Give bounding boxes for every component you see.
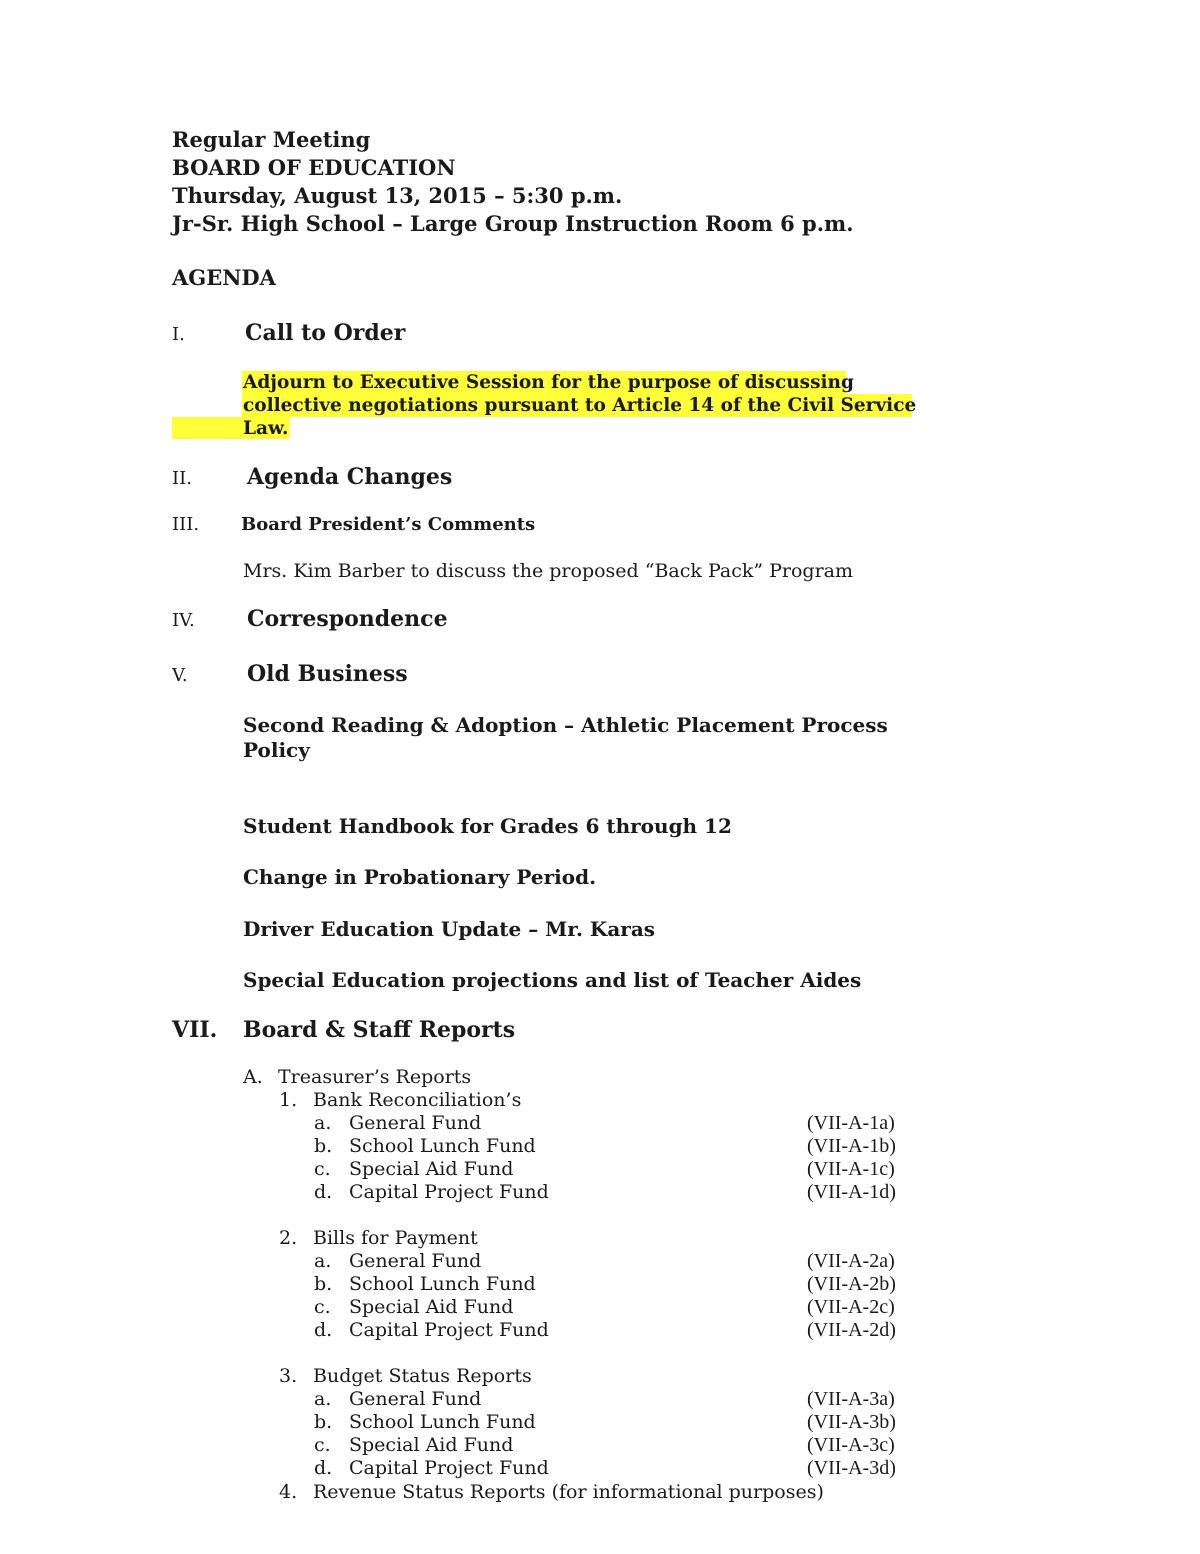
president-comment-note: Mrs. Kim Barber to discuss the proposed “Back Pack” Program — [243, 560, 854, 582]
group-title: Bills for Payment — [313, 1227, 478, 1249]
fund-name: School Lunch Fund — [349, 1135, 536, 1157]
report-code: (VII-A-3b) — [807, 1411, 896, 1433]
row-letter: a. — [314, 1112, 332, 1134]
fund-name: General Fund — [349, 1112, 482, 1134]
section-title-old-business: Old Business — [247, 661, 408, 687]
row-letter: d. — [314, 1319, 333, 1341]
row-letter: d. — [314, 1181, 333, 1203]
fund-name: Capital Project Fund — [349, 1319, 549, 1341]
board-name: BOARD OF EDUCATION — [172, 155, 456, 180]
section-title-board-staff-reports: Board & Staff Reports — [243, 1017, 516, 1043]
meeting-date: Thursday, August 13, 2015 – 5:30 p.m. — [172, 183, 623, 208]
section-title-correspondence: Correspondence — [247, 606, 448, 632]
section-number-1: I. — [172, 324, 185, 345]
report-code: (VII-A-2b) — [807, 1273, 896, 1295]
group-number: 3. — [279, 1365, 298, 1387]
old-business-item: Second Reading & Adoption – Athletic Placement Process — [243, 713, 888, 737]
report-code: (VII-A-2a) — [807, 1250, 895, 1272]
fund-name: General Fund — [349, 1388, 482, 1410]
row-letter: b. — [314, 1411, 333, 1433]
meeting-location: Jr-Sr. High School – Large Group Instruction Room 6 p.m. — [172, 211, 854, 236]
fund-name: School Lunch Fund — [349, 1411, 536, 1433]
section-number-3: III. — [172, 514, 200, 535]
report-code: (VII-A-1c) — [807, 1158, 895, 1180]
report-code: (VII-A-1b) — [807, 1135, 896, 1157]
fund-name: School Lunch Fund — [349, 1273, 536, 1295]
agenda-title: AGENDA — [172, 265, 276, 290]
old-business-item: Student Handbook for Grades 6 through 12 — [243, 814, 732, 838]
fund-name: Special Aid Fund — [349, 1434, 514, 1456]
revenue-status-reports: Revenue Status Reports (for informational purposes) — [313, 1481, 824, 1503]
report-code: (VII-A-1a) — [807, 1112, 895, 1134]
row-letter: b. — [314, 1273, 333, 1295]
report-code: (VII-A-1d) — [807, 1181, 896, 1203]
group-title: Budget Status Reports — [313, 1365, 532, 1387]
report-code: (VII-A-3a) — [807, 1388, 895, 1410]
fund-name: Special Aid Fund — [349, 1296, 514, 1318]
row-letter: b. — [314, 1135, 333, 1157]
old-business-item: Policy — [243, 738, 310, 762]
report-a-label: A. — [243, 1066, 263, 1088]
row-letter: c. — [314, 1296, 331, 1318]
old-business-item: Special Education projections and list of Teacher Aides — [243, 968, 862, 992]
fund-name: Capital Project Fund — [349, 1181, 549, 1203]
row-letter: c. — [314, 1158, 331, 1180]
report-a-title: Treasurer’s Reports — [278, 1066, 472, 1088]
fund-name: Capital Project Fund — [349, 1457, 549, 1479]
old-business-item: Change in Probationary Period. — [243, 865, 597, 889]
meeting-type: Regular Meeting — [172, 127, 371, 152]
section-number-4: IV. — [172, 610, 195, 631]
executive-session-line-2: collective negotiations pursuant to Article 14 of the Civil Service — [243, 395, 917, 416]
group-title: Bank Reconciliation’s — [313, 1089, 522, 1111]
row-letter: a. — [314, 1388, 332, 1410]
executive-session-line-1: Adjourn to Executive Session for the purpose of discussing — [243, 372, 854, 393]
section-title-agenda-changes: Agenda Changes — [247, 464, 453, 490]
section-number-7: VII. — [172, 1017, 218, 1043]
row-letter: a. — [314, 1250, 332, 1272]
fund-name: General Fund — [349, 1250, 482, 1272]
row-letter: c. — [314, 1434, 331, 1456]
report-code: (VII-A-2d) — [807, 1319, 896, 1341]
report-code: (VII-A-3d) — [807, 1457, 896, 1479]
group-number: 4. — [279, 1481, 298, 1503]
group-number: 2. — [279, 1227, 298, 1249]
old-business-item: Driver Education Update – Mr. Karas — [243, 917, 656, 941]
section-title-president-comments: Board President’s Comments — [241, 514, 536, 535]
executive-session-line-3: Law. — [243, 418, 289, 439]
group-number: 1. — [279, 1089, 298, 1111]
row-letter: d. — [314, 1457, 333, 1479]
section-title-call-to-order: Call to Order — [245, 320, 406, 346]
report-code: (VII-A-2c) — [807, 1296, 895, 1318]
report-code: (VII-A-3c) — [807, 1434, 895, 1456]
section-number-2: II. — [172, 468, 192, 489]
fund-name: Special Aid Fund — [349, 1158, 514, 1180]
section-number-5: V. — [172, 665, 188, 686]
